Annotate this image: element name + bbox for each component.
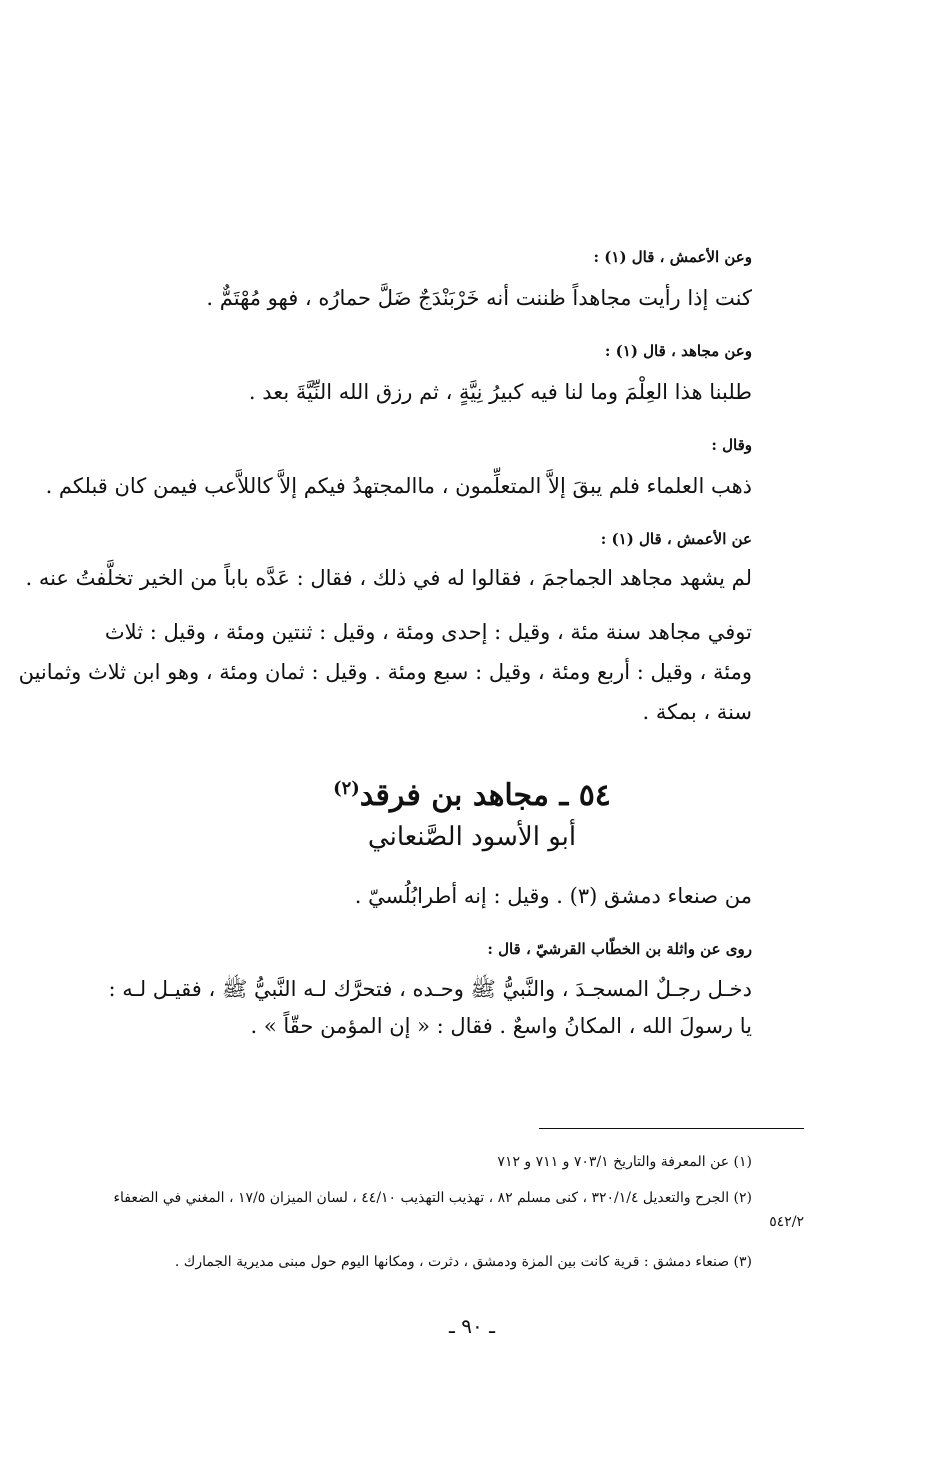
footnote-3: (٣) صنعاء دمشق : قرية كانت بين المزة ودمشق ، دثرت ، ومكانها اليوم حول مبنى مديرية الجمارك . bbox=[174, 1254, 752, 1270]
death-paragraph-line-2: ومئة ، وقيل : أربع ومئة ، وقيل : سبع ومئة . وقيل : ثمان ومئة ، وهو ابن ثلاث وثمانين bbox=[18, 660, 752, 684]
narration-intro: روى عن واثلة بن الخطّاب القرشيّ ، قال : bbox=[487, 940, 752, 958]
entry-title-text: ٥٤ ـ مجاهد بن فرقد bbox=[359, 778, 611, 813]
entry-title bbox=[0, 778, 944, 813]
quote-4-text: لم يشهد مجاهد الجماجمَ ، فقالوا له في ذلك ، فقال : عَدَّه باباً من الخير تخلَّفتُ عنه . bbox=[25, 566, 752, 590]
entry-origin: من صنعاء دمشق (٣) . وقيل : إنه أطرابُلُسيّ . bbox=[354, 884, 752, 908]
page-number: ـ ٩٠ ـ bbox=[449, 1314, 495, 1338]
death-paragraph-line-3: سنة ، بمكة . bbox=[642, 700, 752, 724]
narration-line-1: دخـل رجـلٌ المسجـدَ ، والنَّبيُّ ﷺ وحـده ، فتحرَّك لـه النَّبيُّ ﷺ ، فقيـل لـه : bbox=[108, 977, 752, 1001]
footnote-2-line-1: (٢) الجرح والتعديل ٣٢٠/١/٤ ، كنى مسلم ٨٢ ، تهذيب التهذيب ٤٤/١٠ ، لسان الميزان ١٧/٥ ، المغني في الضعفاء bbox=[113, 1190, 752, 1206]
footnote-1: (١) عن المعرفة والتاريخ ٧٠٣/١ و ٧١١ و ٧١٢ bbox=[497, 1154, 752, 1170]
quote-2-text: طلبنا هذا العِلْمَ وما لنا فيه كبيرُ نِيَّةٍ ، ثم رزق الله النِّيَّةَ بعد . bbox=[248, 380, 752, 404]
narration-line-2: يا رسولَ الله ، المكانُ واسعٌ . فقال : « إن المؤمن حقّاً » . bbox=[250, 1014, 752, 1038]
quote-3-intro: وقال : bbox=[711, 436, 752, 454]
footnote-separator bbox=[539, 1128, 804, 1129]
entry-subtitle: أبو الأسود الصَّنعاني bbox=[367, 822, 577, 852]
quote-4-intro: عن الأعمش ، قال (١) : bbox=[600, 530, 752, 548]
footnote-2-line-2: ٥٤٢/٢ bbox=[769, 1214, 804, 1230]
quote-3-text: ذهب العلماء فلم يبقَ إلاَّ المتعلِّمون ، ماالمجتهدُ فيكم إلاَّ كاللاَّعب فيمن كان قبلكم . bbox=[45, 474, 752, 498]
quote-1-text: كنت إذا رأيت مجاهداً ظننت أنه خَرْبَنْدَجٌ ضَلَّ حمارُه ، فهو مُهْتَمٌّ . bbox=[206, 286, 752, 310]
entry-title-footnote-ref: (٢) bbox=[333, 778, 360, 799]
quote-2-intro: وعن مجاهد ، قال (١) : bbox=[604, 342, 752, 360]
quote-1-intro: وعن الأعمش ، قال (١) : bbox=[593, 248, 752, 266]
death-paragraph-line-1: توفي مجاهد سنة مئة ، وقيل : إحدى ومئة ، وقيل : ثنتين ومئة ، وقيل : ثلاث bbox=[104, 620, 752, 644]
